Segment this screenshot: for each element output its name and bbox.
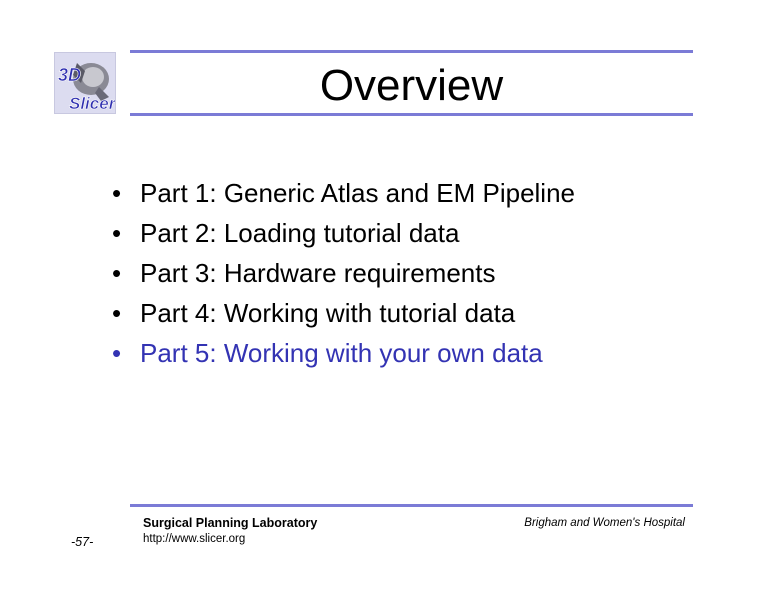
bullet-item	[112, 253, 575, 293]
footer-rule	[130, 504, 693, 507]
slide-title: Overview	[319, 61, 504, 110]
footer-hospital-name: Brigham and Women's Hospital	[524, 517, 685, 529]
bullet-text: Part 4: Working with tutorial data	[140, 298, 516, 328]
bullet-text: Part 3: Hardware requirements	[140, 258, 496, 288]
bullet-glyph: •	[112, 298, 122, 328]
page-number: -57-	[71, 535, 94, 549]
bullet-item	[112, 173, 575, 213]
title-top-rule	[130, 50, 693, 53]
bullet-text: Part 2: Loading tutorial data	[140, 218, 460, 248]
bullet-item-highlighted	[112, 333, 575, 373]
bullet-item	[112, 293, 575, 333]
title-bottom-rule	[130, 113, 693, 116]
logo-graphic	[55, 53, 116, 114]
footer-url-link[interactable]: http://www.slicer.org	[143, 533, 246, 545]
3d-slicer-logo-icon	[54, 52, 116, 114]
logo-text-3d: 3D	[58, 65, 82, 85]
logo-text-slicer: Slicer	[69, 94, 116, 113]
footer-lab-name: Surgical Planning Laboratory	[143, 516, 318, 530]
bullet-glyph: •	[112, 338, 122, 368]
bullet-glyph: •	[112, 178, 122, 208]
bullet-text: Part 1: Generic Atlas and EM Pipeline	[140, 178, 576, 208]
bullet-list	[112, 173, 575, 373]
bullet-item	[112, 213, 575, 253]
bullet-text: Part 5: Working with your own data	[140, 338, 543, 368]
bullet-glyph: •	[112, 258, 122, 288]
bullet-glyph: •	[112, 218, 122, 248]
